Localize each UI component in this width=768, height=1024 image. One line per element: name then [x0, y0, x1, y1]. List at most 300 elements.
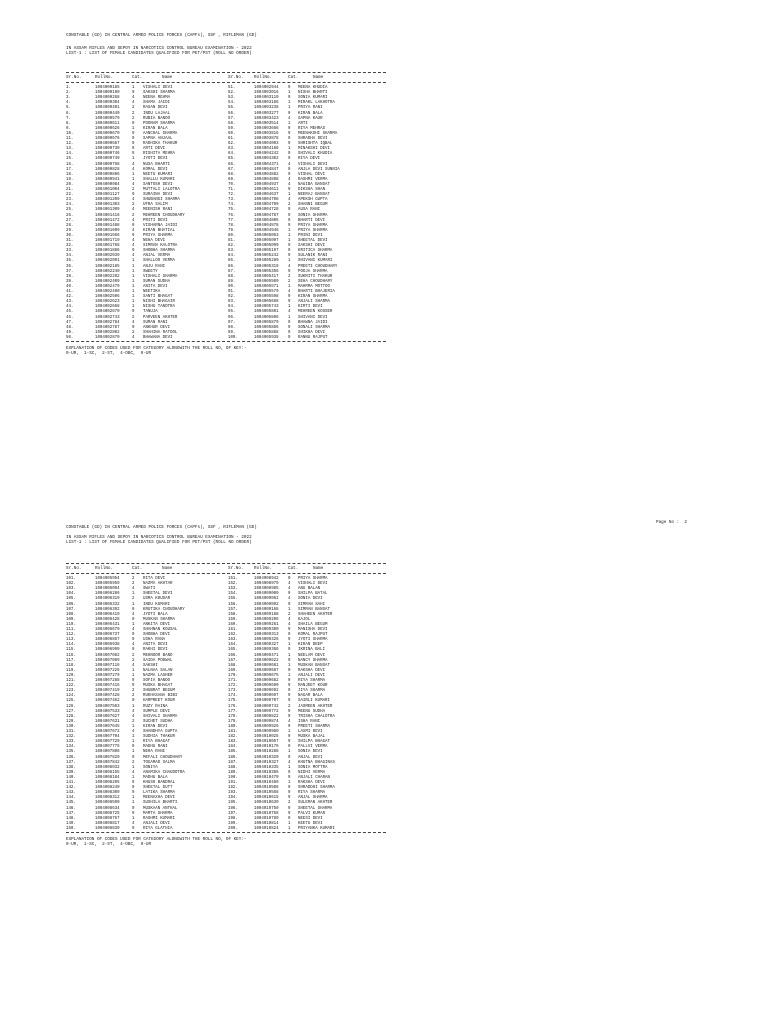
candidate-name-cell: RIYA DEVI [298, 157, 321, 162]
candidate-name-cell: SULEMAN AKHTER [298, 801, 333, 806]
sr-no-cell: 156. [228, 602, 238, 607]
sr-no-cell: 85. [228, 259, 236, 264]
sr-no-cell: 186. [228, 755, 238, 760]
category-cell: 9 [132, 633, 135, 638]
category-cell: 4 [132, 663, 135, 668]
sr-no-cell: 65. [228, 157, 236, 162]
sr-no-cell: 43. [66, 300, 74, 305]
roll-no-cell: 1004009772 [254, 709, 279, 714]
category-cell: 4 [132, 182, 135, 187]
sr-no-cell: 141. [66, 781, 76, 785]
roll-no-cell: 1004000730 [95, 147, 120, 152]
category-cell: 9 [288, 223, 291, 228]
col-srno-2: Sr.No. [228, 75, 244, 80]
title-line-2: IN ASSAM RIFLES AND SEPOY IN NARCOTICS CONTROL BUREAU EXAMINATION - 2022 [66, 46, 252, 51]
roll-no-cell: 1004000941 [95, 177, 120, 182]
col-cat-2: Cat. [288, 566, 299, 571]
category-cell: 1 [132, 796, 135, 801]
sr-no-cell: 23. [66, 198, 74, 203]
candidate-name-cell: SHALLU KUMARI [143, 177, 175, 182]
category-cell: 9 [288, 684, 291, 689]
category-cell: 1 [288, 673, 291, 678]
title-line-1: CONSTABLE (GD) IN CENTRAL ARMED POLICE FORCES (CAPFs), SSF , RIFLEMAN (GD) [66, 33, 257, 38]
sr-no-cell: 79. [228, 228, 236, 233]
candidate-name-cell: KIRAN BHATIAL [143, 228, 175, 233]
sr-no-cell: 31. [66, 239, 74, 243]
roll-no-cell: 1004008184 [95, 775, 120, 780]
candidate-name-cell: RAKSHA DEVI [298, 781, 326, 785]
candidate-name-cell: UFRA SALIM [143, 203, 168, 208]
roll-no-cell: 1004008312 [95, 796, 120, 801]
category-cell: 1 [288, 284, 291, 289]
candidate-name-cell: SAKSHI DEVI [298, 244, 326, 249]
candidate-name-cell: SHRADHA DEVI [298, 137, 328, 141]
roll-no-cell: 1004001719 [95, 239, 120, 243]
sr-no-cell: 40. [66, 284, 74, 289]
category-cell: 9 [132, 152, 135, 157]
candidate-name-cell: RIYA MEHRAS [298, 126, 326, 131]
roll-no-cell: 1004007416 [95, 684, 120, 689]
candidate-name-cell: PALVI KUMAR [298, 811, 326, 816]
sr-no-cell: 76. [228, 213, 236, 218]
col-name: Name [162, 566, 173, 571]
sr-no-cell: 122. [66, 684, 76, 689]
roll-no-cell: 1004007631 [95, 719, 120, 724]
roll-no-cell: 1004005598 [254, 295, 279, 300]
candidate-name-cell: INDU KUMARI [143, 602, 171, 607]
candidate-name-cell: NEENA REHMA [143, 96, 171, 101]
category-cell: 4 [288, 719, 291, 724]
category-cell: 2 [288, 203, 291, 208]
candidate-name-cell: KAJOL [298, 617, 311, 622]
sr-no-cell: 47. [66, 320, 74, 325]
sr-no-cell: 158. [228, 612, 238, 617]
header-rule-bottom-p2 [66, 573, 386, 574]
candidate-name-cell: ANJU RANI [143, 264, 166, 269]
roll-no-cell: 1004001472 [95, 218, 120, 223]
roll-no-cell: 1004010327 [254, 760, 279, 765]
roll-no-cell: 1004004805 [254, 218, 279, 223]
candidate-name-cell: PRIYA SHARMA [298, 228, 328, 233]
candidate-name-cell: USHA RANA [143, 638, 166, 643]
candidate-name-cell: VISHALI DEVI [143, 86, 173, 90]
candidate-name-cell: PRIYANKA KUMARI [298, 826, 335, 831]
category-cell: 9 [132, 791, 135, 796]
candidate-name-cell: NISHA BHARTI [298, 91, 328, 96]
category-cell: 1 [132, 801, 135, 806]
category-cell: 2 [132, 213, 135, 218]
candidate-name-cell: TOGAMAD SALMA [143, 760, 175, 765]
candidate-name-cell: LATIKA SHARMA [143, 791, 175, 796]
sr-no-cell: 160. [228, 622, 238, 627]
candidate-name-cell: RISHITA MEHRA [143, 152, 175, 157]
sr-no-cell: 7. [66, 116, 71, 121]
col-rollno-2: RollNo. [254, 75, 273, 80]
candidate-name-cell: RANNU RAJPUT [298, 335, 328, 340]
roll-no-cell: 1004003110 [254, 96, 279, 101]
roll-no-cell: 1004005879 [254, 320, 279, 325]
candidate-name-cell: MEHREEN CHOUDHARY [143, 213, 185, 218]
category-cell: 9 [132, 684, 135, 689]
roll-no-cell: 1004008155 [95, 770, 120, 775]
candidate-name-cell: MANISHA DEVI [298, 628, 328, 632]
candidate-name-cell: VISHAL DEVI [298, 172, 326, 177]
candidate-name-cell: NISHI BHAGAIR [143, 300, 175, 305]
candidate-name-cell: SONIYA [143, 765, 158, 770]
candidate-name-cell: ANJALI SHARMA [298, 300, 330, 305]
roll-no-cell: 1004004302 [254, 157, 279, 162]
sr-no-cell: 148. [66, 816, 76, 821]
roll-no-cell: 1004008942 [254, 577, 279, 581]
candidate-name-cell: MEENA KHUDIA [298, 86, 328, 90]
candidate-name-cell: ANKITA DEVI [143, 622, 171, 627]
category-cell: 9 [132, 781, 135, 785]
roll-no-cell: 1004007820 [95, 755, 120, 760]
candidate-name-cell: SHEETAL DUTT [143, 786, 173, 791]
category-cell: 1 [132, 622, 135, 627]
candidate-name-cell: MUSKA BAJAL [298, 735, 326, 740]
col-srno: Sr.No. [66, 75, 82, 80]
roll-no-cell: 1004007288 [95, 679, 120, 683]
category-cell: 9 [288, 714, 291, 719]
roll-no-cell: 1004001209 [95, 198, 120, 203]
category-cell: 1 [132, 172, 135, 177]
category-cell: 4 [288, 264, 291, 269]
category-cell: 1 [132, 259, 135, 264]
roll-no-cell: 1004009690 [254, 684, 279, 689]
sr-no-cell: 34. [66, 254, 74, 259]
candidate-name-cell: NEHA DEVI [143, 239, 166, 243]
category-cell: 1 [288, 781, 291, 785]
sr-no-cell: 155. [228, 597, 238, 602]
sr-no-cell: 62. [228, 142, 236, 147]
roll-no-cell: 1004005954 [95, 577, 120, 581]
category-cell: 9 [288, 679, 291, 683]
header-rule-bottom [66, 82, 386, 83]
candidate-name-cell: TANUJA [143, 310, 158, 315]
sr-no-cell: 84. [228, 254, 236, 259]
candidate-name-cell: KIRAN SHARMA [298, 295, 328, 300]
col-cat-2: Cat. [288, 75, 299, 80]
roll-no-cell: 1004004611 [254, 188, 279, 192]
sr-no-cell: 66. [228, 162, 236, 167]
roll-no-cell: 1004007116 [95, 663, 120, 668]
roll-no-cell: 1004000768 [95, 162, 120, 167]
sr-no-cell: 46. [66, 315, 74, 320]
roll-no-cell: 1004006867 [95, 638, 120, 643]
roll-no-cell: 1004009206 [254, 617, 279, 622]
roll-no-cell: 1004002870 [95, 335, 120, 340]
category-cell: 2 [132, 719, 135, 724]
sr-no-cell: 58. [228, 121, 236, 126]
category-cell: 9 [288, 330, 291, 335]
category-cell: 1 [288, 826, 291, 831]
category-cell: 9 [288, 111, 291, 116]
candidate-name-cell: SHAILA BEGUM [298, 622, 328, 627]
candidate-name-cell: VISHARNA JAIDI [143, 223, 178, 228]
category-cell: 4 [288, 177, 291, 182]
col-srno: Sr.No. [66, 566, 82, 571]
sr-no-cell: 78. [228, 223, 236, 228]
category-cell: 1 [132, 724, 135, 729]
candidate-name-cell: SHUBRAT BEGUM [143, 689, 175, 694]
sr-no-cell: 123. [66, 689, 76, 694]
category-cell: 9 [288, 188, 291, 192]
candidate-name-cell: SHANDHYA GUPTA [143, 730, 178, 734]
category-cell: 4 [288, 290, 291, 294]
sr-no-cell: 17. [66, 167, 74, 172]
footer-rule [66, 341, 386, 342]
sr-no-cell: 91. [228, 290, 236, 294]
roll-no-cell: 1004009822 [254, 714, 279, 719]
candidate-name-cell: RUKHASANA BIBI [143, 694, 178, 699]
roll-no-cell: 1004006410 [95, 612, 120, 617]
roll-no-cell: 1004008985 [254, 587, 279, 592]
candidate-name-cell: SHIKHA DEVI [298, 330, 326, 335]
col-name-2: Name [313, 75, 324, 80]
candidate-name-cell: ARTI DEVI [143, 147, 166, 152]
candidate-name-cell: PREETI SHARMA [298, 724, 330, 729]
roll-no-cell: 1004002292 [95, 274, 120, 279]
sr-no-cell: 24. [66, 203, 74, 208]
roll-no-cell: 1004007842 [95, 760, 120, 765]
candidate-name-cell: NUSA BHARTI [143, 162, 171, 167]
category-cell: 1 [288, 305, 291, 310]
roll-no-cell: 1004010750 [254, 806, 279, 811]
roll-no-cell: 1004000749 [95, 157, 120, 162]
category-cell: 9 [288, 694, 291, 699]
roll-no-cell: 1004004937 [254, 182, 279, 187]
roll-no-cell: 1004004709 [254, 203, 279, 208]
candidate-name-cell: MUSKAN SHARMA [143, 617, 175, 622]
category-cell: 9 [288, 152, 291, 157]
category-cell: 0 [288, 577, 291, 581]
title-line-1-p2: CONSTABLE (GD) IN CENTRAL ARMED POLICE FORCES (CAPFs), SSF , RIFLEMAN (GD) [66, 525, 257, 530]
roll-no-cell: 1004002409 [95, 279, 120, 284]
sr-no-cell: 75. [228, 208, 236, 213]
sr-no-cell: 80. [228, 233, 236, 238]
sr-no-cell: 81. [228, 239, 236, 243]
roll-no-cell: 1004002506 [95, 295, 120, 300]
roll-no-cell: 1004000670 [95, 131, 120, 136]
sr-no-cell: 16. [66, 162, 74, 167]
sr-no-cell: 1. [66, 86, 71, 90]
candidate-name-cell: SHEETAL DEVI [298, 239, 328, 243]
sr-no-cell: 165. [228, 648, 238, 653]
candidate-name-cell: HARPREET KOUR [143, 699, 175, 704]
sr-no-cell: 147. [66, 811, 76, 816]
roll-no-cell: 1004010288 [254, 750, 279, 755]
candidate-name-cell: MAMTA SHARMA [143, 811, 173, 816]
roll-no-cell: 1004009707 [254, 699, 279, 704]
roll-no-cell: 1004009874 [254, 719, 279, 724]
sr-no-cell: 117. [66, 658, 76, 663]
sr-no-cell: 183. [228, 740, 238, 745]
roll-no-cell: 1004008240 [95, 786, 120, 791]
sr-no-cell: 189. [228, 770, 238, 775]
roll-no-cell: 1004002944 [254, 86, 279, 90]
category-cell: 4 [132, 714, 135, 719]
sr-no-cell: 71. [228, 188, 236, 192]
roll-no-cell: 1004007089 [95, 658, 120, 663]
sr-no-cell: 187. [228, 760, 238, 765]
sr-no-cell: 42. [66, 295, 74, 300]
candidate-name-cell: KRITICA SHARMA [298, 249, 333, 254]
roll-no-cell: 1004002784 [95, 320, 120, 325]
category-cell: 1 [132, 126, 135, 131]
roll-no-cell: 1004005801 [254, 310, 279, 315]
sr-no-cell: 105. [66, 597, 76, 602]
table-header [0, 75, 768, 81]
sr-no-cell: 53. [228, 96, 236, 101]
candidate-name-cell: PRIYA RANI [298, 106, 323, 111]
category-cell: 1 [288, 101, 291, 106]
category-cell: 9 [288, 633, 291, 638]
roll-no-cell: 1004002668 [95, 305, 120, 310]
category-cell: 2 [132, 577, 135, 581]
sr-no-cell: 44. [66, 305, 74, 310]
category-cell: 2 [288, 274, 291, 279]
sr-no-cell: 72. [228, 193, 236, 198]
candidate-name-cell: JYOTI DEVI [143, 157, 168, 162]
sr-no-cell: 108. [66, 612, 76, 617]
candidate-name-cell: ANITA DEVI [143, 643, 168, 648]
roll-no-cell: 1004000896 [95, 172, 120, 177]
roll-no-cell: 1004004637 [254, 193, 279, 198]
roll-no-cell: 1004010386 [254, 770, 279, 775]
sr-no-cell: 2. [66, 91, 71, 96]
sr-no-cell: 154. [228, 592, 238, 597]
roll-no-cell: 1004000190 [95, 91, 120, 96]
sr-no-cell: 36. [66, 264, 74, 269]
sr-no-cell: 39. [66, 279, 74, 284]
roll-no-cell: 1004001666 [95, 233, 120, 238]
sr-no-cell: 126. [66, 704, 76, 709]
candidate-name-cell: JYOTI BALA [143, 612, 168, 617]
sr-no-cell: 184. [228, 745, 238, 750]
sr-no-cell: 86. [228, 264, 236, 269]
col-name: Name [162, 75, 173, 80]
category-cell: 9 [288, 745, 291, 750]
roll-no-cell: 1004008979 [254, 582, 279, 587]
candidate-name-cell: SHILPA BHAGAT [298, 740, 330, 745]
roll-no-cell: 1004003238 [254, 106, 279, 111]
roll-no-cell: 1004007428 [95, 694, 120, 699]
sr-no-cell: 49. [66, 330, 74, 335]
sr-no-cell: 188. [228, 765, 238, 770]
sr-no-cell: 163. [228, 638, 238, 643]
candidate-name-cell: MUTTALI LALOTRA [143, 188, 180, 192]
category-cell: 9 [288, 254, 291, 259]
candidate-name-cell: SHIVANI KUMARI [298, 259, 333, 264]
candidate-name-cell: NEHA RANI [143, 750, 166, 755]
sr-no-cell: 120. [66, 673, 76, 678]
footer-rule-p2 [66, 832, 386, 833]
footnote-line-1: EXPLANATION OF CODES USED FOR CATEGORY ALONGWITH THE ROLL NO, OF KEY:- [66, 346, 247, 351]
category-cell: 9 [288, 295, 291, 300]
candidate-name-cell: MUSKA BHAGAT [143, 684, 173, 689]
roll-no-cell: 1004009313 [254, 633, 279, 638]
category-cell: 9 [288, 244, 291, 249]
category-cell: 9 [132, 811, 135, 816]
category-cell: 2 [132, 203, 135, 208]
category-cell: 1 [288, 228, 291, 233]
candidate-name-cell: NEESI DEVI [298, 816, 323, 821]
roll-no-cell: 1004003666 [254, 126, 279, 131]
category-cell: 9 [288, 96, 291, 101]
roll-no-cell: 1004007627 [95, 714, 120, 719]
sr-no-cell: 190. [228, 775, 238, 780]
sr-no-cell: 173. [228, 689, 238, 694]
roll-no-cell: 1004008817 [95, 821, 120, 826]
candidate-name-cell: SONALI SHARMA [298, 325, 330, 330]
roll-no-cell: 1004002039 [95, 254, 120, 259]
category-cell: 4 [132, 239, 135, 243]
category-cell: 2 [132, 760, 135, 765]
category-cell: 4 [288, 582, 291, 587]
category-cell: 4 [132, 101, 135, 106]
category-cell: 9 [288, 689, 291, 694]
roll-no-cell: 1004000687 [95, 142, 120, 147]
roll-no-cell: 1004003816 [254, 131, 279, 136]
category-cell: 2 [132, 658, 135, 663]
roll-no-cell: 1004004003 [254, 142, 279, 147]
roll-no-cell: 1004005417 [254, 274, 279, 279]
sr-no-cell: 106. [66, 602, 76, 607]
sr-no-cell: 172. [228, 684, 238, 689]
roll-no-cell: 1004000440 [95, 111, 120, 116]
roll-no-cell: 1004007672 [95, 730, 120, 734]
sr-no-cell: 54. [228, 101, 236, 106]
roll-no-cell: 1004001609 [95, 228, 120, 233]
candidate-name-cell: MEENU SUDHA [298, 709, 326, 714]
sr-no-cell: 193. [228, 791, 238, 796]
candidate-name-cell: NEETIKA [143, 290, 161, 294]
roll-no-cell: 1004000304 [95, 101, 120, 106]
sr-no-cell: 139. [66, 770, 76, 775]
candidate-name-cell: SULANIK RANI [298, 254, 328, 259]
category-cell: 9 [288, 126, 291, 131]
roll-no-cell: 1004005500 [254, 279, 279, 284]
category-cell: 2 [132, 111, 135, 116]
sr-no-cell: 33. [66, 249, 74, 254]
category-cell: 1 [288, 653, 291, 658]
roll-no-cell: 1004007729 [95, 740, 120, 745]
candidate-name-cell: SOFIA BANOO [143, 679, 171, 683]
roll-no-cell: 1004009471 [254, 653, 279, 658]
roll-no-cell: 1004009327 [254, 643, 279, 648]
candidate-name-cell: ANJAL DEVI [298, 755, 323, 760]
category-cell: 9 [288, 791, 291, 796]
sr-no-cell: 133. [66, 740, 76, 745]
candidate-name-cell: RIYA SHARMA [298, 679, 326, 683]
roll-no-cell: 1004009000 [254, 592, 279, 597]
category-cell: 1 [132, 274, 135, 279]
category-cell: 4 [132, 821, 135, 826]
category-cell: 9 [288, 325, 291, 330]
sr-no-cell: 99. [228, 330, 236, 335]
sr-no-cell: 73. [228, 198, 236, 203]
sr-no-cell: 164. [228, 643, 238, 648]
roll-no-cell: 1004001766 [95, 244, 120, 249]
roll-no-cell: 1004008767 [95, 816, 120, 821]
sr-no-cell: 4. [66, 101, 71, 106]
sr-no-cell: 70. [228, 182, 236, 187]
sr-no-cell: 137. [66, 760, 76, 765]
sr-no-cell: 132. [66, 735, 76, 740]
category-cell: 9 [288, 724, 291, 729]
candidate-name-cell: SHAHNAN KOUSAL [143, 628, 178, 632]
